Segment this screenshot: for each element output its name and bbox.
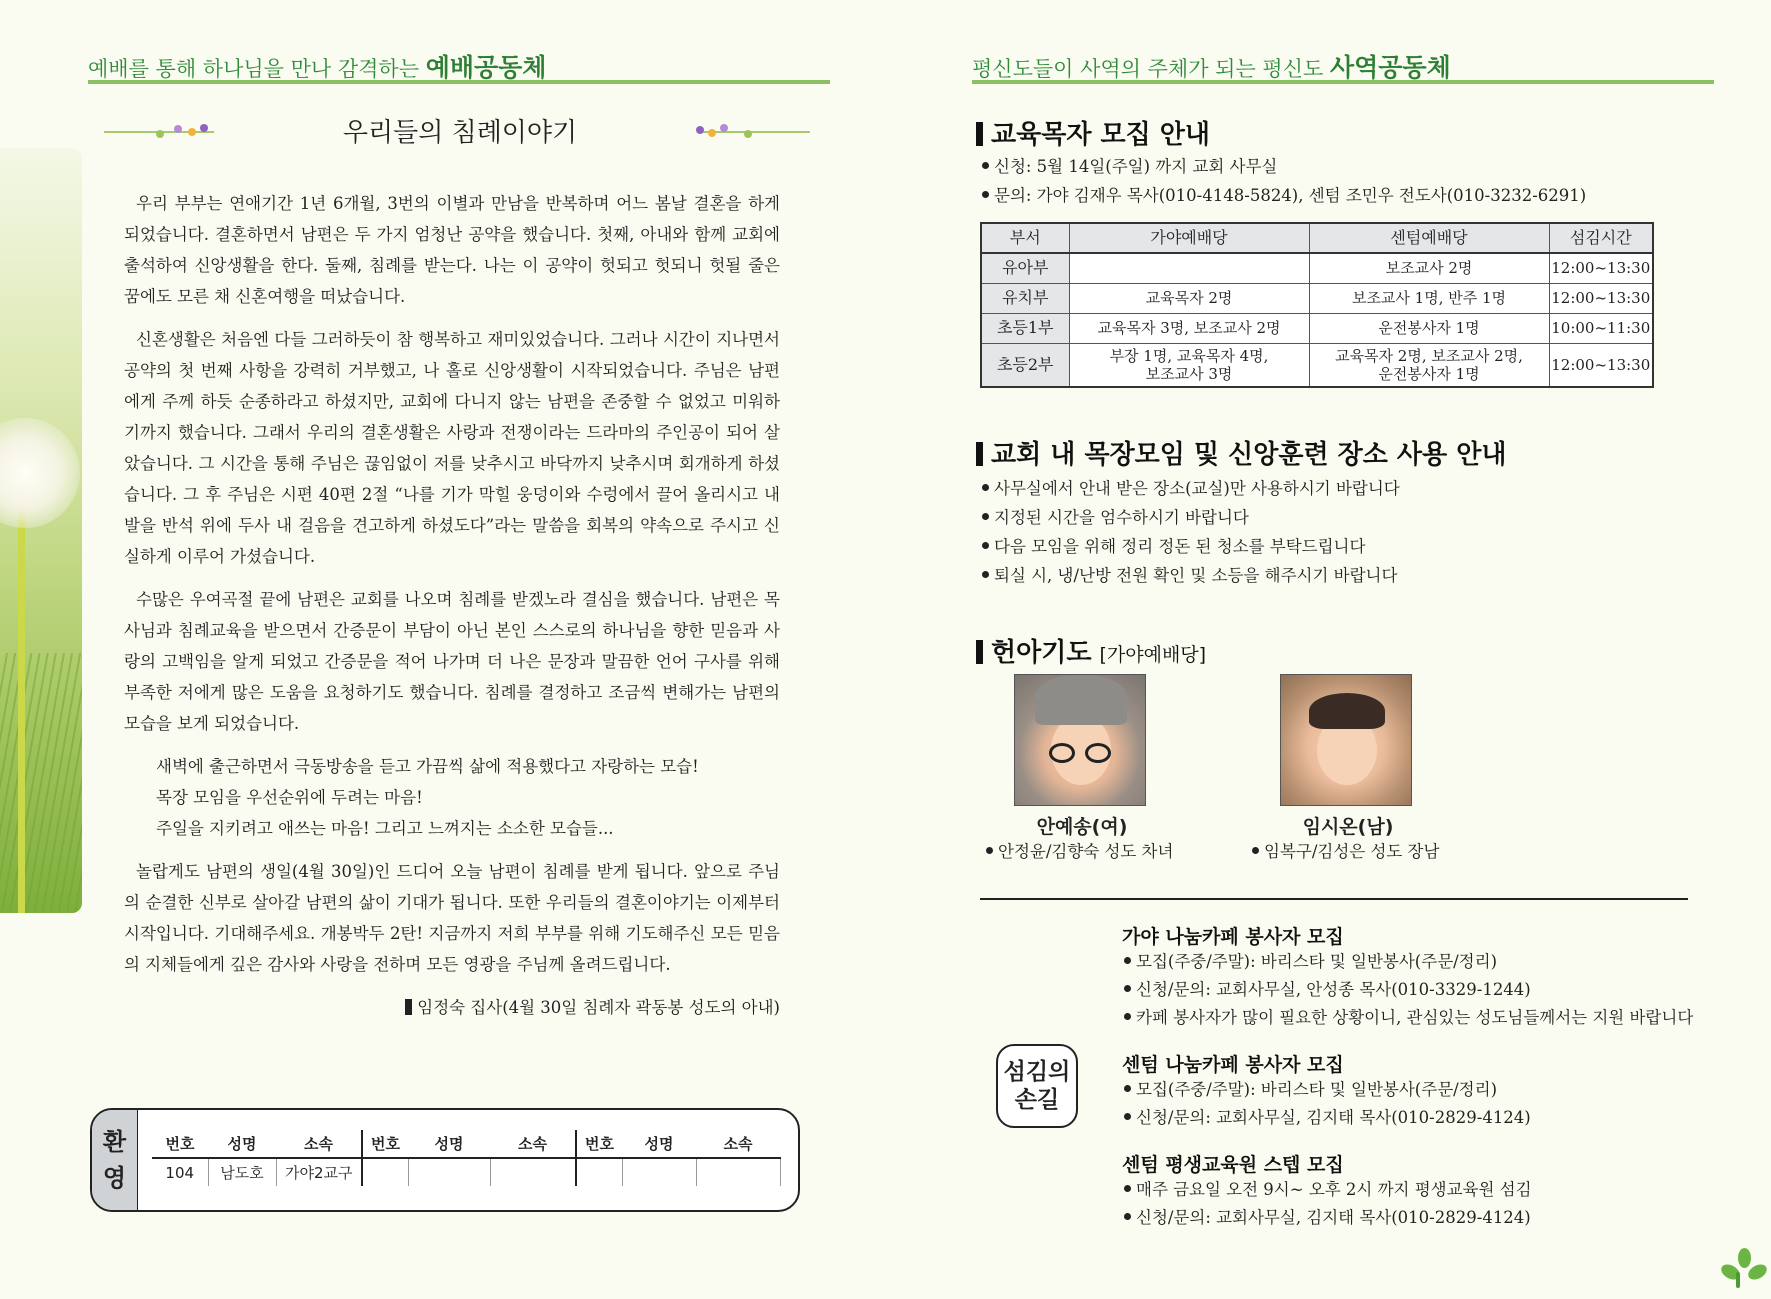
title-bar-icon — [976, 442, 983, 466]
story-paragraph: 수많은 우여곡절 끝에 남편은 교회를 나오며 침례를 받겠노라 결심을 했습니다. 남편은 목사님과 침례교육을 받으면서 간증문이 부담이 아닌 본인 스스로의 하나님을 향한 믿음과 사랑의 고백임을 알게 되었고 간증문을 적어 나가며 더 나은 문장과 말끔한 언어 구사를 위해 부족한 저에게 많은 도움을 요청하기도 했습니다. 침례를 결정하고 조금씩 변해가는 남편의 모습을 보게 되었습니다. — [124, 590, 780, 733]
col-header: 가야예배당 — [1069, 223, 1309, 253]
table-row — [981, 283, 1653, 313]
table-cell — [408, 1158, 490, 1186]
bullet-icon — [1124, 1113, 1131, 1120]
badge-line: 손길 — [1014, 1087, 1060, 1113]
list-item — [1124, 1176, 1532, 1204]
baby-parents — [986, 838, 1173, 862]
table-cell: 12:00~13:30 — [1549, 343, 1653, 387]
list-item — [982, 503, 1400, 532]
dedication-subtitle: [가야예배당] — [1099, 644, 1207, 666]
left-section-header — [88, 42, 830, 84]
edu-recruit-table — [980, 222, 1654, 388]
story-highlight-line: 주일을 지키려고 애쓰는 마음! 그리고 느껴지는 소소한 모습들... — [156, 819, 614, 838]
baby-parents-text: 임복구/김성은 성도 장남 — [1264, 842, 1440, 861]
table-cell: 남도호 — [208, 1158, 276, 1186]
story-paragraph: 우리 부부는 연애기간 1년 6개월, 3번의 이별과 만남을 반복하며 어느 봄날 결혼을 하게 되었습니다. 결혼하면서 남편은 두 가지 엄청난 공약을 했습니다. 첫째, 아내와 함께 교회에 출석하여 신앙생활을 한다. 둘째, 침례를 받는다. 나는 이 공약이 헛되고 헛되니 헛될 줄은 꿈에도 모른 채 신혼여행을 떠났습니다. — [124, 194, 780, 306]
badge-line: 섬김의 — [1003, 1059, 1071, 1085]
cafe-recruit-title: 센텀 나눔카페 봉사자 모집 — [1122, 1054, 1344, 1076]
bullet-icon — [982, 513, 989, 520]
baby-parents — [1252, 838, 1439, 862]
table-cell: 보조교사 1명, 반주 1명 — [1309, 283, 1549, 313]
baby-name: 임시온(남) — [1302, 816, 1394, 838]
list-item-text: 모집(주중/주말): 바리스타 및 일반봉사(주문/정리) — [1136, 1080, 1498, 1099]
col-header: 성명 — [408, 1130, 490, 1158]
table-cell: 12:00~13:30 — [1549, 283, 1653, 313]
right-header-prefix: 평신도들이 사역의 주체가 되는 평신도 — [972, 57, 1324, 81]
serving-hand-badge — [996, 1044, 1078, 1128]
edu-section-title — [976, 114, 1210, 151]
list-item-text: 모집(주중/주말): 바리스타 및 일반봉사(주문/정리) — [1136, 952, 1498, 971]
dept-cell: 유치부 — [981, 283, 1069, 313]
list-item — [982, 532, 1400, 561]
dandelion-stem — [18, 488, 25, 913]
bullet-icon — [982, 484, 989, 491]
left-header-prefix: 예배를 통해 하나님을 만나 감격하는 — [88, 57, 419, 81]
baby-parents-text: 안정윤/김향숙 성도 차녀 — [998, 842, 1174, 861]
signature-text: 임정숙 집사(4월 30일 침례자 곽동봉 성도의 아내) — [417, 998, 780, 1017]
table-cell: 교육목자 2명, 보조교사 2명, 운전봉사자 1명 — [1309, 343, 1549, 387]
place-rules-list — [982, 474, 1400, 590]
edu-info-list — [982, 152, 1586, 210]
dedication-section-title — [976, 632, 1206, 669]
story-highlight-line: 새벽에 출근하면서 극동방송을 듣고 가끔씩 삶에 적용했다고 자랑하는 모습! — [156, 757, 699, 776]
table-cell — [696, 1158, 780, 1186]
list-item-text: 다음 모임을 위해 정리 정돈 된 청소를 부탁드립니다 — [994, 537, 1366, 556]
baptism-story — [124, 188, 780, 1023]
signature-bar-icon — [405, 999, 412, 1015]
list-item-text: 지정된 시간을 엄수하시기 바랍니다 — [994, 508, 1249, 527]
dept-cell: 초등2부 — [981, 343, 1069, 387]
story-title: 우리들의 침례이야기 — [342, 118, 578, 148]
story-highlight-line: 목장 모임을 우선순위에 두려는 마음! — [156, 788, 423, 807]
clover-icon — [1724, 1248, 1764, 1288]
table-cell: 운전봉사자 1명 — [1309, 313, 1549, 343]
list-item — [1124, 976, 1693, 1004]
hair-shape — [1309, 693, 1385, 729]
list-item — [982, 152, 1586, 181]
col-header: 성명 — [208, 1130, 276, 1158]
col-header: 섬김시간 — [1549, 223, 1653, 253]
cafe-recruit-list — [1124, 1076, 1531, 1132]
baby-photo-boy — [1280, 674, 1412, 806]
place-section-title — [976, 434, 1506, 471]
welcome-table-row — [152, 1158, 780, 1186]
edu-table-header — [981, 223, 1653, 253]
col-header: 성명 — [622, 1130, 696, 1158]
list-item — [1124, 1104, 1531, 1132]
bullet-icon — [986, 847, 993, 854]
list-item — [1124, 948, 1693, 976]
cafe-recruit-title: 센텀 평생교육원 스텝 모집 — [1122, 1154, 1344, 1176]
table-cell: 가야2교구 — [276, 1158, 362, 1186]
title-bar-icon — [976, 640, 983, 664]
list-item-text: 사무실에서 안내 받은 장소(교실)만 사용하시기 바랍니다 — [994, 479, 1400, 498]
bullet-icon — [1124, 957, 1131, 964]
grass-decoration — [0, 653, 82, 913]
baby-name: 안예송(여) — [1036, 816, 1128, 838]
section-divider — [980, 898, 1688, 900]
bullet-icon — [1252, 847, 1259, 854]
flower-right-icon — [690, 120, 810, 142]
table-cell: 104 — [152, 1158, 208, 1186]
welcome-label-char: 영 — [102, 1164, 127, 1192]
table-row — [981, 253, 1653, 283]
welcome-label-char: 환 — [102, 1128, 127, 1156]
dept-cell: 초등1부 — [981, 313, 1069, 343]
col-header: 번호 — [576, 1130, 622, 1158]
bullet-icon — [1124, 985, 1131, 992]
dedication-title-text: 헌아기도 — [991, 638, 1092, 668]
title-bar-icon — [976, 122, 983, 146]
dandelion-decoration — [0, 148, 82, 913]
table-cell: 부장 1명, 교육목자 4명, 보조교사 3명 — [1069, 343, 1309, 387]
cafe-recruit-list — [1124, 1176, 1532, 1232]
list-item-text: 매주 금요일 오전 9시~ 오후 2시 까지 평생교육원 섬김 — [1136, 1180, 1532, 1199]
list-item-text: 카페 봉사자가 많이 필요한 상황이니, 관심있는 성도님들께서는 지원 바랍니다 — [1136, 1008, 1694, 1027]
flower-left-icon — [104, 120, 224, 142]
table-cell: 보조교사 2명 — [1309, 253, 1549, 283]
right-section-header — [972, 42, 1714, 84]
table-cell: 교육목자 2명 — [1069, 283, 1309, 313]
table-cell — [622, 1158, 696, 1186]
welcome-label — [92, 1110, 138, 1210]
bullet-icon — [982, 162, 989, 169]
table-row — [981, 313, 1653, 343]
list-item-text: 문의: 가야 김재우 목사(010-4148-5824), 센텀 조민우 전도사(010-3232-6291) — [994, 186, 1587, 205]
list-item-text: 신청/문의: 교회사무실, 김지태 목사(010-2829-4124) — [1136, 1108, 1531, 1127]
col-header: 소속 — [696, 1130, 780, 1158]
bullet-icon — [982, 191, 989, 198]
table-cell: 12:00~13:30 — [1549, 253, 1653, 283]
bullet-icon — [1124, 1085, 1131, 1092]
col-header: 번호 — [152, 1130, 208, 1158]
place-title-text: 교회 내 목장모임 및 신앙훈련 장소 사용 안내 — [991, 440, 1507, 470]
right-header-strong: 사역공동체 — [1329, 53, 1451, 82]
bullet-icon — [1124, 1213, 1131, 1220]
list-item — [982, 181, 1586, 210]
table-cell — [490, 1158, 576, 1186]
cafe-recruit-title: 가야 나눔카페 봉사자 모집 — [1122, 926, 1344, 948]
story-paragraph: 놀랍게도 남편의 생일(4월 30일)인 드디어 오늘 남편이 침례를 받게 됩니다. 앞으로 주님의 순결한 신부로 살아갈 남편의 삶이 기대가 됩니다. 또한 우리들의 결혼이야기는 이제부터 시작입니다. 기대해주세요. 개봉박두 2탄! 지금까지 저희 부부를 위해 기도해주신 모든 믿음의 지체들에게 깊은 감사와 사랑을 전하며 모든 영광을 주님께 올려드립니다. — [124, 862, 780, 974]
left-header-strong: 예배공동체 — [425, 53, 547, 82]
welcome-table-header — [152, 1130, 780, 1158]
dept-cell: 유아부 — [981, 253, 1069, 283]
dandelion-puff — [0, 418, 80, 528]
baby-photo-girl — [1014, 674, 1146, 806]
bullet-icon — [982, 542, 989, 549]
hat-shape — [1035, 675, 1127, 725]
list-item — [982, 474, 1400, 503]
story-paragraph: 신혼생활은 처음엔 다들 그러하듯이 참 행복하고 재미있었습니다. 그러나 시간이 지나면서 공약의 첫 번째 사항을 강력히 거부했고, 나 홀로 신앙생활이 시작되었습니다. 주님은 남편에게 주께 하듯 순종하라고 하셨지만, 교회에 다니지 않는 남편을 존중할 수 없었고 미워하기까지 했습니다. 그래서 우리의 결혼생활은 사랑과 전쟁이라는 드라마의 주인공이 되어 살았습니다. 그 시간을 통해 주님은 끊임없이 저를 낮추시고 바닥까지 낮추시며 회개하게 하셨습니다. 그 후 주님은 시편 40편 2절 “나를 기가 막힐 웅덩이와 수렁에서 끌어 올리시고 내 발을 반석 위에 두사 내 걸음을 견고하게 하셨도다”라는 말씀을 회복의 약속으로 주시고 신실하게 이루어 가셨습니다. — [124, 330, 780, 566]
story-signature — [124, 992, 780, 1023]
glasses-icon — [1085, 743, 1111, 763]
edu-title-text: 교육목자 모집 안내 — [991, 120, 1211, 150]
list-item — [1124, 1204, 1532, 1232]
bullet-icon — [1124, 1185, 1131, 1192]
list-item-text: 신청/문의: 교회사무실, 김지태 목사(010-2829-4124) — [1136, 1208, 1531, 1227]
list-item — [1124, 1076, 1531, 1104]
glasses-icon — [1049, 743, 1075, 763]
col-header: 센텀예배당 — [1309, 223, 1549, 253]
col-header: 부서 — [981, 223, 1069, 253]
col-header: 번호 — [362, 1130, 408, 1158]
col-header: 소속 — [276, 1130, 362, 1158]
bullet-icon — [1124, 1013, 1131, 1020]
table-cell: 10:00~11:30 — [1549, 313, 1653, 343]
welcome-table — [152, 1130, 781, 1186]
col-header: 소속 — [490, 1130, 576, 1158]
table-cell — [576, 1158, 622, 1186]
list-item-text: 신청/문의: 교회사무실, 안성종 목사(010-3329-1244) — [1136, 980, 1531, 999]
list-item-text: 신청: 5월 14일(주일) 까지 교회 사무실 — [994, 157, 1278, 176]
list-item — [1124, 1004, 1693, 1032]
table-cell: 교육목자 3명, 보조교사 2명 — [1069, 313, 1309, 343]
table-row — [981, 343, 1653, 387]
list-item — [982, 561, 1400, 590]
table-cell — [362, 1158, 408, 1186]
cafe-recruit-list — [1124, 948, 1693, 1032]
bullet-icon — [982, 571, 989, 578]
table-cell — [1069, 253, 1309, 283]
welcome-box — [90, 1108, 800, 1212]
list-item-text: 퇴실 시, 냉/난방 전원 확인 및 소등을 해주시기 바랍니다 — [994, 566, 1398, 585]
